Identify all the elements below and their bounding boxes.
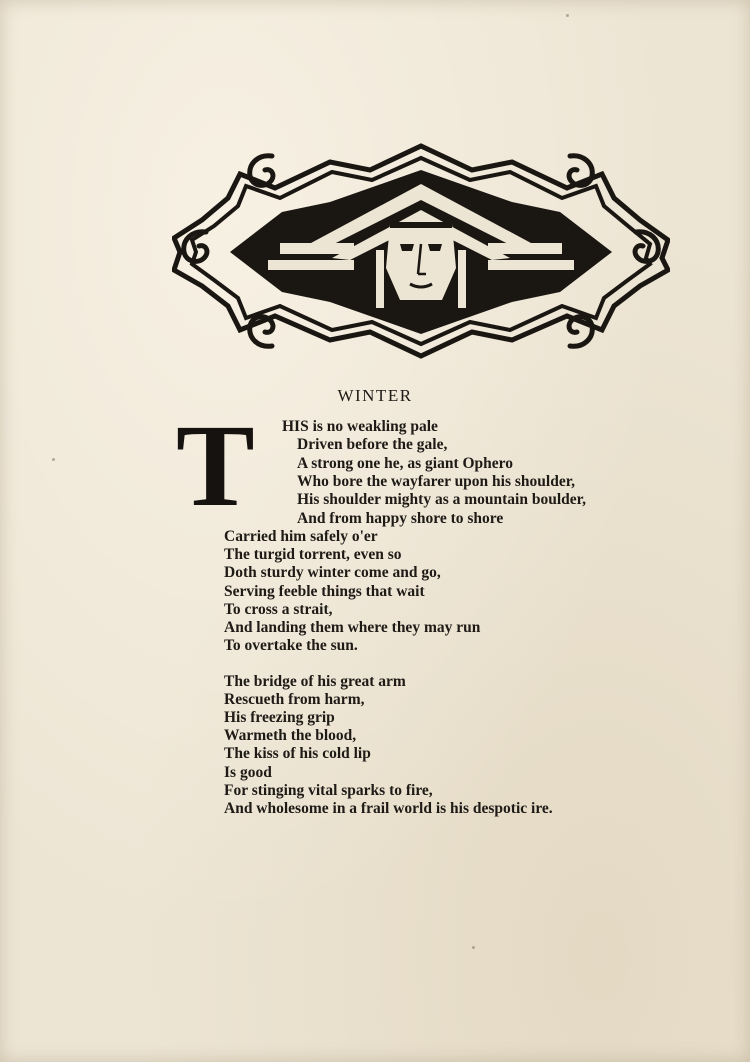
poem-line: Driven before the gale,: [297, 436, 448, 453]
poem-line: And from happy shore to shore: [297, 510, 504, 527]
drop-cap-letter: T: [176, 400, 255, 531]
poem-line: Serving feeble things that wait: [224, 583, 425, 600]
poem-line: His shoulder mighty as a mountain boulder,: [297, 491, 586, 508]
poem-line: Rescueth from harm,: [224, 691, 365, 708]
paper-speck: [472, 946, 475, 949]
poem-line: Carried him safely o'er: [224, 528, 378, 545]
poem-line: Doth sturdy winter come and go,: [224, 564, 441, 581]
poem-line: Warmeth the blood,: [224, 727, 357, 744]
poem-line: Is good: [224, 764, 272, 781]
poem-line: The bridge of his great arm: [224, 673, 406, 690]
poem-line: To cross a strait,: [224, 601, 333, 618]
poem-line: Who bore the wayfarer upon his shoulder,: [297, 473, 576, 490]
paper-speck: [566, 14, 569, 17]
poem-line: To overtake the sun.: [224, 637, 358, 654]
poem-line: The turgid torrent, even so: [224, 546, 402, 563]
poem-line: HIS is no weakling pale: [282, 418, 438, 435]
poem-line: For stinging vital sparks to fire,: [224, 782, 433, 799]
poem-line: A strong one he, as giant Ophero: [297, 455, 514, 472]
paper-speck: [52, 458, 55, 461]
poem-title: WINTER: [337, 386, 413, 405]
poem-line: The kiss of his cold lip: [224, 745, 371, 762]
poem-line: And landing them where they may run: [224, 619, 481, 636]
face-ornament-icon: [172, 140, 670, 362]
poem-line: And wholesome in a frail world is his despotic ire.: [224, 800, 553, 817]
poem-line: His freezing grip: [224, 709, 335, 726]
